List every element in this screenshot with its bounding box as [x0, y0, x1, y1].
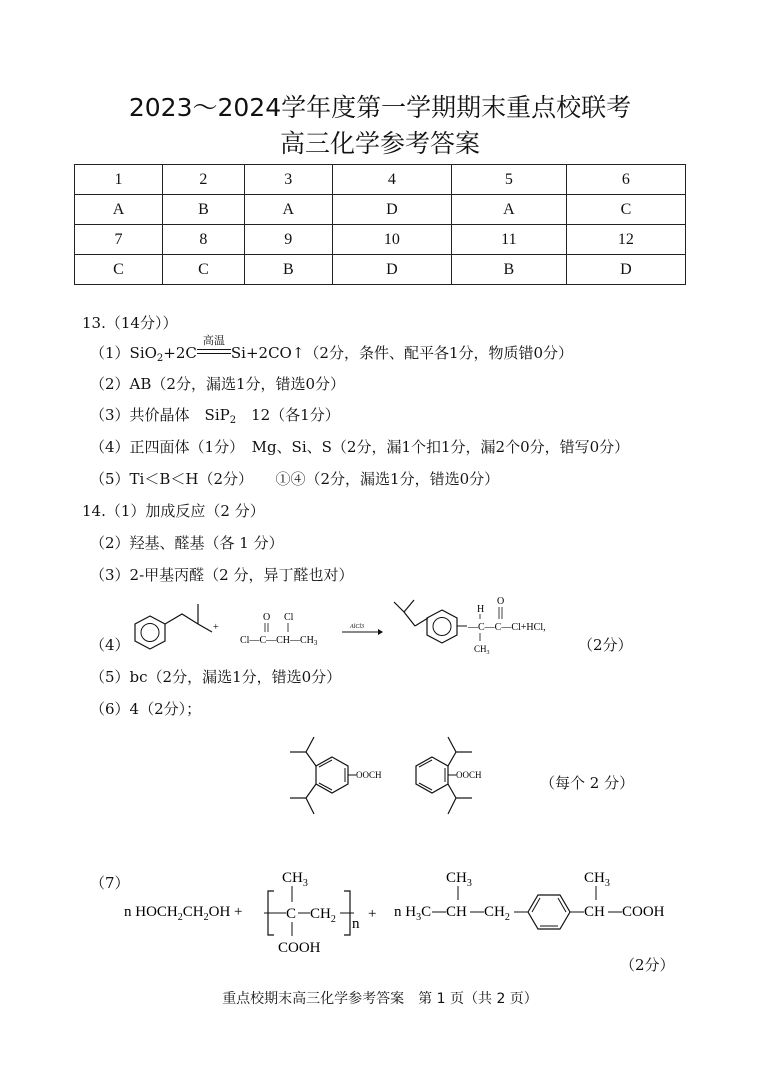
p7-poly-cooh: COOH	[278, 940, 321, 956]
isomer-2-group: OOCH	[456, 770, 482, 780]
isobutyl-chain	[165, 614, 198, 624]
q13-p3-b: 12（各1分）	[236, 406, 340, 424]
p7-r3-ch3: $CH_3$	[446, 870, 472, 889]
answer-table-cell: 6	[566, 165, 685, 195]
q14-p6-score: （每个 2 分）	[540, 774, 635, 792]
q13-part3	[90, 404, 340, 426]
p7-r3-ch: CH	[446, 904, 467, 920]
q14-p6-structures	[282, 725, 522, 835]
q14-p7-label: （7）	[90, 874, 130, 892]
q13-p1-arrow	[197, 334, 231, 362]
answer-table-cell: D	[332, 255, 451, 285]
q13-p1-eq-mid: +2C	[163, 344, 197, 362]
product-h: H	[477, 604, 485, 615]
p7-r3-cooh: COOH	[622, 904, 665, 920]
q13-part5: （5）Ti＜B＜H（2分） ①④（2分，漏选1分，错选0分）	[90, 470, 500, 488]
q13-part1	[90, 334, 574, 364]
q13-p1-label: （1）	[90, 344, 130, 362]
p7-r3-ch2: $CH_2$	[484, 904, 510, 923]
p7-poly-n: n	[352, 916, 360, 932]
benzene-ring-1-circle	[141, 624, 159, 642]
answer-table-cell: B	[451, 255, 566, 285]
answer-table-cell: 5	[451, 165, 566, 195]
benzene-ring-2	[427, 610, 457, 643]
benzene-ring-1	[135, 616, 165, 649]
q14-part3: （3）2-甲基丙醛（2 分，异丁醛也对）	[90, 566, 354, 584]
answer-table-cell: 3	[244, 165, 332, 195]
benzene-ring-2-circle	[433, 618, 451, 636]
q14-p7-equation	[118, 860, 690, 960]
p7-reactant1: n $HOCH_2CH_2OH$ +	[124, 904, 243, 923]
isobutyl-end	[198, 624, 212, 632]
catalyst-label: AlCl3	[350, 624, 365, 630]
answer-table-cell: D	[566, 255, 685, 285]
plus-sign: +	[213, 622, 219, 633]
answer-table-cell: 8	[163, 225, 245, 255]
product-o: O	[497, 596, 505, 607]
isomer-2	[416, 737, 482, 814]
answer-table-cell: 1	[75, 165, 163, 195]
q13-p3-sub: 2	[229, 415, 237, 426]
answer-table-row	[75, 195, 686, 225]
product-ch3: $CH_3$	[474, 644, 490, 656]
answer-table-cell: 11	[451, 225, 566, 255]
answer-table-row	[75, 225, 686, 255]
answer-table-cell: A	[75, 195, 163, 225]
answer-table-cell: B	[163, 195, 245, 225]
title-line1: 2023～2024学年度第一学期期末重点校联考	[128, 93, 632, 122]
answer-table-cell: C	[163, 255, 245, 285]
title-line2: 高三化学参考答案	[279, 129, 480, 158]
q13-p3-a: （3）共价晶体 SiP	[90, 406, 230, 424]
answer-table-cell: A	[451, 195, 566, 225]
isomer-1	[290, 737, 382, 814]
q13-p1-eq-left: SiO	[129, 344, 157, 362]
q13-p1-eq-right: Si+2CO↑	[230, 344, 305, 362]
q14-part5: （5）bc（2分，漏选1分，错选0分）	[90, 668, 342, 686]
answer-table-cell: 2	[163, 165, 245, 195]
q14-part2: （2）羟基、醛基（各 1 分）	[90, 534, 284, 552]
answer-table-cell: 4	[332, 165, 451, 195]
answer-table-row	[75, 255, 686, 285]
q14-p7-score: （2分）	[620, 956, 675, 974]
reagent-o: O	[263, 612, 271, 623]
answer-table-cell: C	[75, 255, 163, 285]
p7-r3-end-ch: CH	[584, 904, 605, 920]
p7-plus: +	[368, 906, 377, 922]
q14-part6: （6）4（2分）；	[90, 700, 202, 718]
answer-table-cell: C	[566, 195, 685, 225]
q14-p4-label: （4）	[90, 636, 130, 654]
answer-table	[74, 164, 686, 285]
answer-table-cell: 7	[75, 225, 163, 255]
reagent-cl-top: Cl	[284, 612, 294, 623]
q13-p1-sub: 2	[156, 353, 164, 364]
p7-r3-ch3-2: $CH_3$	[584, 870, 610, 889]
answer-table-cell: 9	[244, 225, 332, 255]
product-chain: —C—C—Cl+HCl,	[468, 622, 546, 633]
p7-poly-ch3: $CH_3$	[282, 870, 308, 889]
page-footer: 重点校期末高三化学参考答案 第 1 页（共 2 页）	[222, 991, 538, 1007]
answer-table-cell: 10	[332, 225, 451, 255]
q14-p4-score: （2分）	[578, 636, 633, 654]
q13-p1-note: （2分，条件、配平各1分，物质错0分）	[304, 344, 574, 362]
reagent-chain: $Cl—C—CH—CH_3$	[240, 635, 318, 647]
isomer-1-group: OOCH	[356, 770, 382, 780]
p7-poly-ch2: $CH_2$	[310, 906, 336, 925]
p7-benzene-ring	[528, 895, 570, 929]
p7-reactant3: n $H_3C$	[394, 904, 432, 923]
q13-p1-condition: 高温	[202, 334, 225, 347]
p7-poly-c: C	[286, 906, 297, 922]
q14-p4-reaction	[120, 590, 580, 660]
q13-part2: （2）AB（2分，漏选1分，错选0分）	[90, 375, 346, 393]
q13-header: 13.（14分））	[82, 314, 178, 332]
q13-part4: （4）正四面体（1分） Mg、Si、S（2分，漏1个扣1分，漏2个0分，错写0分）	[90, 438, 630, 456]
answer-table-cell: A	[244, 195, 332, 225]
answer-table-cell: D	[332, 195, 451, 225]
answer-table-cell: B	[244, 255, 332, 285]
answer-table-cell: 12	[566, 225, 685, 255]
answer-table-row	[75, 165, 686, 195]
q14-header: 14.（1）加成反应（2 分）	[82, 502, 265, 520]
